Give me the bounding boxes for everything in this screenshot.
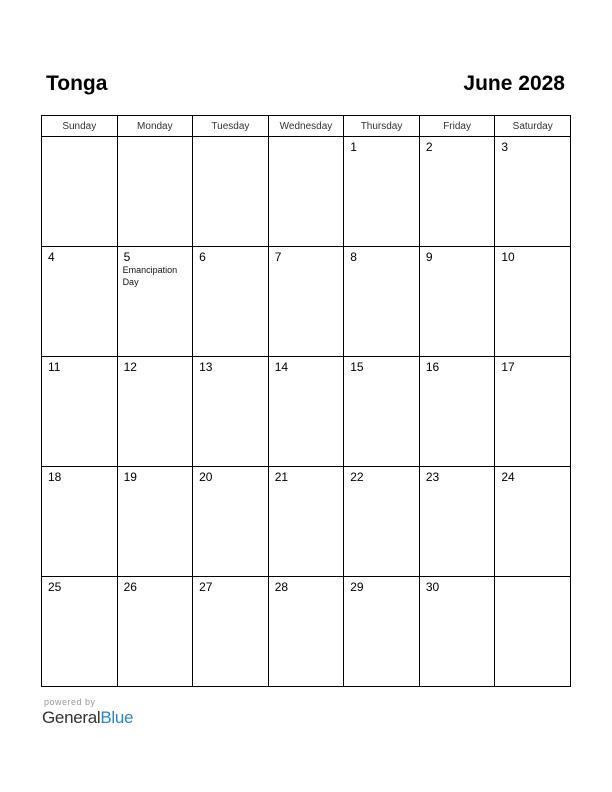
weekday-monday: Monday xyxy=(117,116,193,137)
weekday-wednesday: Wednesday xyxy=(268,116,344,137)
week-row xyxy=(42,577,571,687)
day-number: 14 xyxy=(274,360,289,374)
day-number: 21 xyxy=(274,470,289,484)
brand-blue: Blue xyxy=(100,708,134,727)
day-number: 27 xyxy=(199,580,213,594)
day-cell xyxy=(268,357,344,467)
day-number: 12 xyxy=(123,360,137,374)
day-cell xyxy=(268,247,344,357)
day-cell xyxy=(344,357,420,467)
day-number: 1 xyxy=(350,140,357,154)
day-cell xyxy=(117,577,193,687)
day-cell xyxy=(419,577,495,687)
day-cell xyxy=(193,137,269,247)
powered-by-text: powered by xyxy=(44,697,96,707)
day-number: 3 xyxy=(501,140,509,154)
day-number: 18 xyxy=(48,470,62,484)
weekday-thursday: Thursday xyxy=(344,116,420,137)
day-cell xyxy=(344,467,420,577)
day-cell xyxy=(419,357,495,467)
day-number xyxy=(495,577,570,580)
day-number: 25 xyxy=(48,580,62,594)
weekday-sunday: Sunday xyxy=(42,116,118,137)
day-number: 16 xyxy=(425,360,440,374)
day-cell xyxy=(42,357,118,467)
day-number: 26 xyxy=(123,580,137,594)
day-cell xyxy=(193,247,269,357)
day-number: 17 xyxy=(501,360,515,374)
day-number xyxy=(193,137,268,140)
month-year-title: June 2028 xyxy=(463,72,565,95)
day-cell xyxy=(344,577,420,687)
day-number: 28 xyxy=(274,580,289,594)
day-number: 20 xyxy=(199,470,213,484)
holiday-label: Emancipation Day xyxy=(122,265,178,287)
day-cell xyxy=(42,577,118,687)
day-cell xyxy=(495,577,571,687)
weekday-header-row xyxy=(42,116,571,137)
day-cell xyxy=(193,467,269,577)
generalblue-logo[interactable] xyxy=(42,708,133,728)
day-cell xyxy=(42,247,118,357)
day-number: 2 xyxy=(425,140,433,154)
week-row xyxy=(42,247,571,357)
day-number: 19 xyxy=(123,470,137,484)
day-cell xyxy=(495,247,571,357)
day-cell xyxy=(419,247,495,357)
day-number xyxy=(118,137,193,140)
brand-general: General xyxy=(42,708,101,727)
day-cell xyxy=(419,467,495,577)
day-cell xyxy=(193,577,269,687)
day-cell xyxy=(268,467,344,577)
day-cell xyxy=(117,247,193,357)
day-cell xyxy=(495,467,571,577)
day-number xyxy=(42,137,117,140)
day-number: 4 xyxy=(48,250,55,264)
day-cell xyxy=(117,137,193,247)
country-title: Tonga xyxy=(46,72,108,95)
weekday-saturday: Saturday xyxy=(495,116,571,137)
day-cell xyxy=(268,137,344,247)
week-row xyxy=(42,467,571,577)
week-row xyxy=(42,357,571,467)
day-cell xyxy=(344,247,420,357)
calendar-grid xyxy=(41,115,571,687)
weekday-tuesday: Tuesday xyxy=(193,116,269,137)
day-cell xyxy=(42,467,118,577)
day-cell xyxy=(193,357,269,467)
day-cell xyxy=(42,137,118,247)
day-number: 15 xyxy=(350,360,364,374)
day-cell xyxy=(117,467,193,577)
day-cell xyxy=(419,137,495,247)
day-number: 9 xyxy=(425,250,433,264)
day-cell xyxy=(117,357,193,467)
day-number: 5 xyxy=(123,250,131,264)
day-number: 13 xyxy=(199,360,213,374)
weekday-friday: Friday xyxy=(419,116,495,137)
day-cell xyxy=(495,357,571,467)
day-number: 6 xyxy=(199,250,206,264)
day-number: 30 xyxy=(425,580,440,594)
day-number: 29 xyxy=(350,580,364,594)
day-number: 22 xyxy=(350,470,364,484)
day-cell xyxy=(495,137,571,247)
day-number: 11 xyxy=(48,360,61,374)
day-number: 10 xyxy=(501,250,515,264)
day-number: 7 xyxy=(274,250,282,264)
day-cell xyxy=(344,137,420,247)
day-number: 8 xyxy=(350,250,357,264)
day-cell xyxy=(268,577,344,687)
day-number: 23 xyxy=(425,470,440,484)
day-number xyxy=(269,137,344,140)
week-row xyxy=(42,137,571,247)
day-number: 24 xyxy=(501,470,515,484)
